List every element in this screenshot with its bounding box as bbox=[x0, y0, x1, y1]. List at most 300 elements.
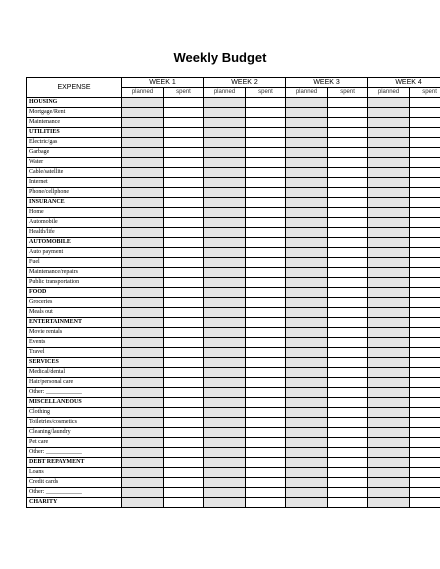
week-4-spent-cell[interactable] bbox=[410, 448, 440, 458]
week-4-planned-cell[interactable] bbox=[368, 288, 410, 298]
week-4-spent-cell[interactable] bbox=[410, 128, 440, 138]
week-1-planned-cell[interactable] bbox=[122, 188, 164, 198]
week-4-planned-cell[interactable] bbox=[368, 208, 410, 218]
week-1-spent-cell[interactable] bbox=[164, 238, 204, 248]
week-2-spent-cell[interactable] bbox=[246, 178, 286, 188]
week-1-spent-cell[interactable] bbox=[164, 208, 204, 218]
week-1-spent-cell[interactable] bbox=[164, 218, 204, 228]
week-4-planned-cell[interactable] bbox=[368, 468, 410, 478]
week-3-spent-cell[interactable] bbox=[328, 428, 368, 438]
week-4-spent-cell[interactable] bbox=[410, 338, 440, 348]
week-4-planned-cell[interactable] bbox=[368, 488, 410, 498]
week-3-planned-cell[interactable] bbox=[286, 468, 328, 478]
week-2-planned-cell[interactable] bbox=[204, 448, 246, 458]
week-2-planned-cell[interactable] bbox=[204, 378, 246, 388]
week-1-spent-cell[interactable] bbox=[164, 388, 204, 398]
week-2-spent-cell[interactable] bbox=[246, 458, 286, 468]
week-1-planned-cell[interactable] bbox=[122, 128, 164, 138]
week-2-planned-cell[interactable] bbox=[204, 288, 246, 298]
week-3-spent-cell[interactable] bbox=[328, 128, 368, 138]
week-4-planned-cell[interactable] bbox=[368, 438, 410, 448]
week-4-spent-cell[interactable] bbox=[410, 498, 440, 508]
week-1-planned-cell[interactable] bbox=[122, 158, 164, 168]
week-4-spent-cell[interactable] bbox=[410, 468, 440, 478]
week-3-spent-cell[interactable] bbox=[328, 148, 368, 158]
week-3-spent-cell[interactable] bbox=[328, 158, 368, 168]
week-2-planned-cell[interactable] bbox=[204, 348, 246, 358]
week-1-spent-cell[interactable] bbox=[164, 198, 204, 208]
week-4-planned-cell[interactable] bbox=[368, 128, 410, 138]
week-3-spent-cell[interactable] bbox=[328, 118, 368, 128]
week-2-spent-cell[interactable] bbox=[246, 98, 286, 108]
week-3-planned-cell[interactable] bbox=[286, 188, 328, 198]
week-3-spent-cell[interactable] bbox=[328, 248, 368, 258]
week-1-planned-cell[interactable] bbox=[122, 428, 164, 438]
week-3-spent-cell[interactable] bbox=[328, 378, 368, 388]
week-1-planned-cell[interactable] bbox=[122, 168, 164, 178]
week-3-planned-cell[interactable] bbox=[286, 388, 328, 398]
week-4-spent-cell[interactable] bbox=[410, 438, 440, 448]
week-4-spent-cell[interactable] bbox=[410, 178, 440, 188]
week-2-planned-cell[interactable] bbox=[204, 428, 246, 438]
week-1-planned-cell[interactable] bbox=[122, 268, 164, 278]
week-1-planned-cell[interactable] bbox=[122, 98, 164, 108]
week-1-planned-cell[interactable] bbox=[122, 108, 164, 118]
week-4-spent-cell[interactable] bbox=[410, 328, 440, 338]
week-2-planned-cell[interactable] bbox=[204, 318, 246, 328]
week-1-planned-cell[interactable] bbox=[122, 458, 164, 468]
week-3-planned-cell[interactable] bbox=[286, 148, 328, 158]
week-4-planned-cell[interactable] bbox=[368, 258, 410, 268]
week-4-planned-cell[interactable] bbox=[368, 498, 410, 508]
week-2-spent-cell[interactable] bbox=[246, 288, 286, 298]
week-1-planned-cell[interactable] bbox=[122, 228, 164, 238]
week-3-spent-cell[interactable] bbox=[328, 458, 368, 468]
week-4-planned-cell[interactable] bbox=[368, 368, 410, 378]
week-4-spent-cell[interactable] bbox=[410, 188, 440, 198]
week-2-spent-cell[interactable] bbox=[246, 478, 286, 488]
week-1-planned-cell[interactable] bbox=[122, 208, 164, 218]
week-3-spent-cell[interactable] bbox=[328, 278, 368, 288]
week-4-spent-cell[interactable] bbox=[410, 158, 440, 168]
week-2-spent-cell[interactable] bbox=[246, 308, 286, 318]
week-3-planned-cell[interactable] bbox=[286, 168, 328, 178]
week-1-planned-cell[interactable] bbox=[122, 388, 164, 398]
week-4-planned-cell[interactable] bbox=[368, 118, 410, 128]
week-3-planned-cell[interactable] bbox=[286, 218, 328, 228]
week-4-planned-cell[interactable] bbox=[368, 188, 410, 198]
week-4-planned-cell[interactable] bbox=[368, 248, 410, 258]
week-2-planned-cell[interactable] bbox=[204, 278, 246, 288]
week-1-planned-cell[interactable] bbox=[122, 498, 164, 508]
week-1-planned-cell[interactable] bbox=[122, 358, 164, 368]
week-1-spent-cell[interactable] bbox=[164, 498, 204, 508]
week-4-spent-cell[interactable] bbox=[410, 418, 440, 428]
week-1-spent-cell[interactable] bbox=[164, 438, 204, 448]
week-4-planned-cell[interactable] bbox=[368, 138, 410, 148]
week-2-spent-cell[interactable] bbox=[246, 418, 286, 428]
week-2-spent-cell[interactable] bbox=[246, 248, 286, 258]
week-2-spent-cell[interactable] bbox=[246, 218, 286, 228]
week-2-planned-cell[interactable] bbox=[204, 438, 246, 448]
week-2-planned-cell[interactable] bbox=[204, 148, 246, 158]
week-3-planned-cell[interactable] bbox=[286, 258, 328, 268]
week-3-planned-cell[interactable] bbox=[286, 228, 328, 238]
week-3-spent-cell[interactable] bbox=[328, 198, 368, 208]
week-2-planned-cell[interactable] bbox=[204, 488, 246, 498]
week-3-planned-cell[interactable] bbox=[286, 208, 328, 218]
week-2-planned-cell[interactable] bbox=[204, 108, 246, 118]
week-2-planned-cell[interactable] bbox=[204, 388, 246, 398]
week-4-spent-cell[interactable] bbox=[410, 458, 440, 468]
week-4-planned-cell[interactable] bbox=[368, 108, 410, 118]
week-2-spent-cell[interactable] bbox=[246, 398, 286, 408]
week-1-spent-cell[interactable] bbox=[164, 368, 204, 378]
week-4-spent-cell[interactable] bbox=[410, 278, 440, 288]
week-1-spent-cell[interactable] bbox=[164, 378, 204, 388]
week-1-spent-cell[interactable] bbox=[164, 358, 204, 368]
week-2-spent-cell[interactable] bbox=[246, 278, 286, 288]
week-1-spent-cell[interactable] bbox=[164, 268, 204, 278]
week-4-spent-cell[interactable] bbox=[410, 108, 440, 118]
week-3-spent-cell[interactable] bbox=[328, 498, 368, 508]
week-2-spent-cell[interactable] bbox=[246, 318, 286, 328]
week-1-planned-cell[interactable] bbox=[122, 288, 164, 298]
week-2-planned-cell[interactable] bbox=[204, 118, 246, 128]
week-1-spent-cell[interactable] bbox=[164, 118, 204, 128]
week-2-planned-cell[interactable] bbox=[204, 458, 246, 468]
week-3-spent-cell[interactable] bbox=[328, 98, 368, 108]
week-3-planned-cell[interactable] bbox=[286, 138, 328, 148]
week-4-planned-cell[interactable] bbox=[368, 318, 410, 328]
week-2-planned-cell[interactable] bbox=[204, 338, 246, 348]
week-1-planned-cell[interactable] bbox=[122, 348, 164, 358]
week-3-planned-cell[interactable] bbox=[286, 328, 328, 338]
week-2-planned-cell[interactable] bbox=[204, 478, 246, 488]
week-3-planned-cell[interactable] bbox=[286, 198, 328, 208]
week-4-spent-cell[interactable] bbox=[410, 138, 440, 148]
week-4-spent-cell[interactable] bbox=[410, 368, 440, 378]
week-4-spent-cell[interactable] bbox=[410, 288, 440, 298]
week-4-planned-cell[interactable] bbox=[368, 388, 410, 398]
week-3-planned-cell[interactable] bbox=[286, 448, 328, 458]
week-4-planned-cell[interactable] bbox=[368, 158, 410, 168]
week-3-planned-cell[interactable] bbox=[286, 178, 328, 188]
week-3-planned-cell[interactable] bbox=[286, 308, 328, 318]
week-3-planned-cell[interactable] bbox=[286, 368, 328, 378]
week-1-planned-cell[interactable] bbox=[122, 308, 164, 318]
week-3-planned-cell[interactable] bbox=[286, 108, 328, 118]
week-1-spent-cell[interactable] bbox=[164, 458, 204, 468]
week-3-planned-cell[interactable] bbox=[286, 238, 328, 248]
week-1-spent-cell[interactable] bbox=[164, 408, 204, 418]
week-3-planned-cell[interactable] bbox=[286, 488, 328, 498]
week-1-spent-cell[interactable] bbox=[164, 328, 204, 338]
week-2-planned-cell[interactable] bbox=[204, 248, 246, 258]
week-1-spent-cell[interactable] bbox=[164, 168, 204, 178]
week-2-spent-cell[interactable] bbox=[246, 468, 286, 478]
week-4-planned-cell[interactable] bbox=[368, 228, 410, 238]
week-4-planned-cell[interactable] bbox=[368, 268, 410, 278]
week-3-planned-cell[interactable] bbox=[286, 128, 328, 138]
week-1-planned-cell[interactable] bbox=[122, 338, 164, 348]
week-2-spent-cell[interactable] bbox=[246, 348, 286, 358]
week-1-planned-cell[interactable] bbox=[122, 478, 164, 488]
week-2-spent-cell[interactable] bbox=[246, 428, 286, 438]
week-2-spent-cell[interactable] bbox=[246, 228, 286, 238]
week-1-planned-cell[interactable] bbox=[122, 258, 164, 268]
week-3-planned-cell[interactable] bbox=[286, 458, 328, 468]
week-3-spent-cell[interactable] bbox=[328, 468, 368, 478]
week-1-spent-cell[interactable] bbox=[164, 258, 204, 268]
week-3-spent-cell[interactable] bbox=[328, 268, 368, 278]
week-3-spent-cell[interactable] bbox=[328, 438, 368, 448]
week-2-spent-cell[interactable] bbox=[246, 148, 286, 158]
week-2-spent-cell[interactable] bbox=[246, 358, 286, 368]
week-2-planned-cell[interactable] bbox=[204, 328, 246, 338]
week-4-spent-cell[interactable] bbox=[410, 168, 440, 178]
week-2-planned-cell[interactable] bbox=[204, 368, 246, 378]
week-2-planned-cell[interactable] bbox=[204, 298, 246, 308]
week-1-planned-cell[interactable] bbox=[122, 398, 164, 408]
week-1-planned-cell[interactable] bbox=[122, 368, 164, 378]
week-1-spent-cell[interactable] bbox=[164, 308, 204, 318]
week-4-planned-cell[interactable] bbox=[368, 458, 410, 468]
week-4-planned-cell[interactable] bbox=[368, 328, 410, 338]
week-4-planned-cell[interactable] bbox=[368, 218, 410, 228]
week-3-spent-cell[interactable] bbox=[328, 448, 368, 458]
week-1-spent-cell[interactable] bbox=[164, 188, 204, 198]
week-4-spent-cell[interactable] bbox=[410, 98, 440, 108]
week-3-planned-cell[interactable] bbox=[286, 98, 328, 108]
week-1-spent-cell[interactable] bbox=[164, 428, 204, 438]
week-4-spent-cell[interactable] bbox=[410, 428, 440, 438]
week-4-spent-cell[interactable] bbox=[410, 358, 440, 368]
week-2-planned-cell[interactable] bbox=[204, 208, 246, 218]
week-1-spent-cell[interactable] bbox=[164, 288, 204, 298]
week-3-spent-cell[interactable] bbox=[328, 138, 368, 148]
week-2-planned-cell[interactable] bbox=[204, 228, 246, 238]
week-3-planned-cell[interactable] bbox=[286, 498, 328, 508]
week-2-spent-cell[interactable] bbox=[246, 118, 286, 128]
week-4-planned-cell[interactable] bbox=[368, 308, 410, 318]
week-1-planned-cell[interactable] bbox=[122, 298, 164, 308]
week-3-spent-cell[interactable] bbox=[328, 418, 368, 428]
week-1-planned-cell[interactable] bbox=[122, 448, 164, 458]
week-4-spent-cell[interactable] bbox=[410, 378, 440, 388]
week-1-spent-cell[interactable] bbox=[164, 148, 204, 158]
week-3-spent-cell[interactable] bbox=[328, 258, 368, 268]
week-3-planned-cell[interactable] bbox=[286, 278, 328, 288]
week-1-planned-cell[interactable] bbox=[122, 378, 164, 388]
week-1-spent-cell[interactable] bbox=[164, 348, 204, 358]
week-4-planned-cell[interactable] bbox=[368, 298, 410, 308]
week-2-spent-cell[interactable] bbox=[246, 438, 286, 448]
week-1-planned-cell[interactable] bbox=[122, 438, 164, 448]
week-3-spent-cell[interactable] bbox=[328, 218, 368, 228]
week-1-planned-cell[interactable] bbox=[122, 278, 164, 288]
week-1-planned-cell[interactable] bbox=[122, 418, 164, 428]
week-2-spent-cell[interactable] bbox=[246, 498, 286, 508]
week-1-planned-cell[interactable] bbox=[122, 148, 164, 158]
week-2-spent-cell[interactable] bbox=[246, 188, 286, 198]
week-2-spent-cell[interactable] bbox=[246, 258, 286, 268]
week-2-planned-cell[interactable] bbox=[204, 498, 246, 508]
week-2-planned-cell[interactable] bbox=[204, 188, 246, 198]
week-3-planned-cell[interactable] bbox=[286, 318, 328, 328]
week-2-spent-cell[interactable] bbox=[246, 298, 286, 308]
week-3-planned-cell[interactable] bbox=[286, 478, 328, 488]
week-1-spent-cell[interactable] bbox=[164, 318, 204, 328]
week-4-planned-cell[interactable] bbox=[368, 358, 410, 368]
week-1-spent-cell[interactable] bbox=[164, 468, 204, 478]
week-4-spent-cell[interactable] bbox=[410, 318, 440, 328]
week-1-planned-cell[interactable] bbox=[122, 468, 164, 478]
week-3-planned-cell[interactable] bbox=[286, 288, 328, 298]
week-2-spent-cell[interactable] bbox=[246, 448, 286, 458]
week-2-planned-cell[interactable] bbox=[204, 198, 246, 208]
week-4-spent-cell[interactable] bbox=[410, 488, 440, 498]
week-3-planned-cell[interactable] bbox=[286, 118, 328, 128]
week-3-spent-cell[interactable] bbox=[328, 408, 368, 418]
week-2-planned-cell[interactable] bbox=[204, 418, 246, 428]
week-1-spent-cell[interactable] bbox=[164, 398, 204, 408]
week-2-planned-cell[interactable] bbox=[204, 408, 246, 418]
week-3-planned-cell[interactable] bbox=[286, 158, 328, 168]
week-2-spent-cell[interactable] bbox=[246, 198, 286, 208]
week-4-spent-cell[interactable] bbox=[410, 348, 440, 358]
week-4-planned-cell[interactable] bbox=[368, 198, 410, 208]
week-4-planned-cell[interactable] bbox=[368, 238, 410, 248]
week-1-spent-cell[interactable] bbox=[164, 448, 204, 458]
week-4-spent-cell[interactable] bbox=[410, 238, 440, 248]
week-4-spent-cell[interactable] bbox=[410, 298, 440, 308]
week-2-planned-cell[interactable] bbox=[204, 468, 246, 478]
week-1-planned-cell[interactable] bbox=[122, 198, 164, 208]
week-1-planned-cell[interactable] bbox=[122, 238, 164, 248]
week-4-planned-cell[interactable] bbox=[368, 418, 410, 428]
week-1-spent-cell[interactable] bbox=[164, 98, 204, 108]
week-1-planned-cell[interactable] bbox=[122, 118, 164, 128]
week-3-spent-cell[interactable] bbox=[328, 108, 368, 118]
week-2-planned-cell[interactable] bbox=[204, 98, 246, 108]
week-3-spent-cell[interactable] bbox=[328, 178, 368, 188]
week-1-spent-cell[interactable] bbox=[164, 298, 204, 308]
week-3-spent-cell[interactable] bbox=[328, 208, 368, 218]
week-3-planned-cell[interactable] bbox=[286, 338, 328, 348]
week-2-spent-cell[interactable] bbox=[246, 128, 286, 138]
week-3-planned-cell[interactable] bbox=[286, 248, 328, 258]
week-4-spent-cell[interactable] bbox=[410, 198, 440, 208]
week-2-spent-cell[interactable] bbox=[246, 238, 286, 248]
week-1-spent-cell[interactable] bbox=[164, 108, 204, 118]
week-4-planned-cell[interactable] bbox=[368, 148, 410, 158]
week-3-spent-cell[interactable] bbox=[328, 288, 368, 298]
week-2-planned-cell[interactable] bbox=[204, 158, 246, 168]
week-2-planned-cell[interactable] bbox=[204, 218, 246, 228]
week-1-spent-cell[interactable] bbox=[164, 478, 204, 488]
week-4-planned-cell[interactable] bbox=[368, 348, 410, 358]
week-4-spent-cell[interactable] bbox=[410, 408, 440, 418]
week-3-planned-cell[interactable] bbox=[286, 428, 328, 438]
week-3-spent-cell[interactable] bbox=[328, 338, 368, 348]
week-1-spent-cell[interactable] bbox=[164, 488, 204, 498]
week-2-spent-cell[interactable] bbox=[246, 328, 286, 338]
week-2-spent-cell[interactable] bbox=[246, 208, 286, 218]
week-2-planned-cell[interactable] bbox=[204, 268, 246, 278]
week-1-spent-cell[interactable] bbox=[164, 178, 204, 188]
week-3-spent-cell[interactable] bbox=[328, 478, 368, 488]
week-2-planned-cell[interactable] bbox=[204, 258, 246, 268]
week-4-spent-cell[interactable] bbox=[410, 148, 440, 158]
week-2-spent-cell[interactable] bbox=[246, 158, 286, 168]
week-1-spent-cell[interactable] bbox=[164, 128, 204, 138]
week-4-planned-cell[interactable] bbox=[368, 278, 410, 288]
week-3-planned-cell[interactable] bbox=[286, 268, 328, 278]
week-3-spent-cell[interactable] bbox=[328, 318, 368, 328]
week-4-planned-cell[interactable] bbox=[368, 178, 410, 188]
week-4-spent-cell[interactable] bbox=[410, 248, 440, 258]
week-3-planned-cell[interactable] bbox=[286, 358, 328, 368]
week-3-spent-cell[interactable] bbox=[328, 368, 368, 378]
week-3-planned-cell[interactable] bbox=[286, 408, 328, 418]
week-2-spent-cell[interactable] bbox=[246, 338, 286, 348]
week-3-spent-cell[interactable] bbox=[328, 398, 368, 408]
week-1-spent-cell[interactable] bbox=[164, 138, 204, 148]
week-4-spent-cell[interactable] bbox=[410, 218, 440, 228]
week-3-spent-cell[interactable] bbox=[328, 228, 368, 238]
week-2-planned-cell[interactable] bbox=[204, 138, 246, 148]
week-2-spent-cell[interactable] bbox=[246, 388, 286, 398]
week-1-spent-cell[interactable] bbox=[164, 338, 204, 348]
week-3-planned-cell[interactable] bbox=[286, 418, 328, 428]
week-2-spent-cell[interactable] bbox=[246, 168, 286, 178]
week-4-planned-cell[interactable] bbox=[368, 338, 410, 348]
week-1-planned-cell[interactable] bbox=[122, 318, 164, 328]
week-4-spent-cell[interactable] bbox=[410, 118, 440, 128]
week-4-planned-cell[interactable] bbox=[368, 398, 410, 408]
week-3-spent-cell[interactable] bbox=[328, 488, 368, 498]
week-1-planned-cell[interactable] bbox=[122, 138, 164, 148]
week-3-spent-cell[interactable] bbox=[328, 348, 368, 358]
week-4-spent-cell[interactable] bbox=[410, 308, 440, 318]
week-3-spent-cell[interactable] bbox=[328, 168, 368, 178]
week-2-planned-cell[interactable] bbox=[204, 178, 246, 188]
week-1-spent-cell[interactable] bbox=[164, 418, 204, 428]
week-3-planned-cell[interactable] bbox=[286, 298, 328, 308]
week-1-planned-cell[interactable] bbox=[122, 178, 164, 188]
week-3-planned-cell[interactable] bbox=[286, 348, 328, 358]
week-2-planned-cell[interactable] bbox=[204, 128, 246, 138]
week-1-planned-cell[interactable] bbox=[122, 248, 164, 258]
week-4-planned-cell[interactable] bbox=[368, 478, 410, 488]
week-4-spent-cell[interactable] bbox=[410, 478, 440, 488]
week-2-planned-cell[interactable] bbox=[204, 398, 246, 408]
week-3-spent-cell[interactable] bbox=[328, 188, 368, 198]
week-1-planned-cell[interactable] bbox=[122, 218, 164, 228]
week-4-spent-cell[interactable] bbox=[410, 258, 440, 268]
week-1-spent-cell[interactable] bbox=[164, 158, 204, 168]
week-4-planned-cell[interactable] bbox=[368, 98, 410, 108]
week-2-spent-cell[interactable] bbox=[246, 108, 286, 118]
week-1-spent-cell[interactable] bbox=[164, 228, 204, 238]
week-1-planned-cell[interactable] bbox=[122, 328, 164, 338]
week-4-spent-cell[interactable] bbox=[410, 388, 440, 398]
week-4-planned-cell[interactable] bbox=[368, 448, 410, 458]
week-2-spent-cell[interactable] bbox=[246, 488, 286, 498]
week-4-planned-cell[interactable] bbox=[368, 408, 410, 418]
week-3-spent-cell[interactable] bbox=[328, 238, 368, 248]
